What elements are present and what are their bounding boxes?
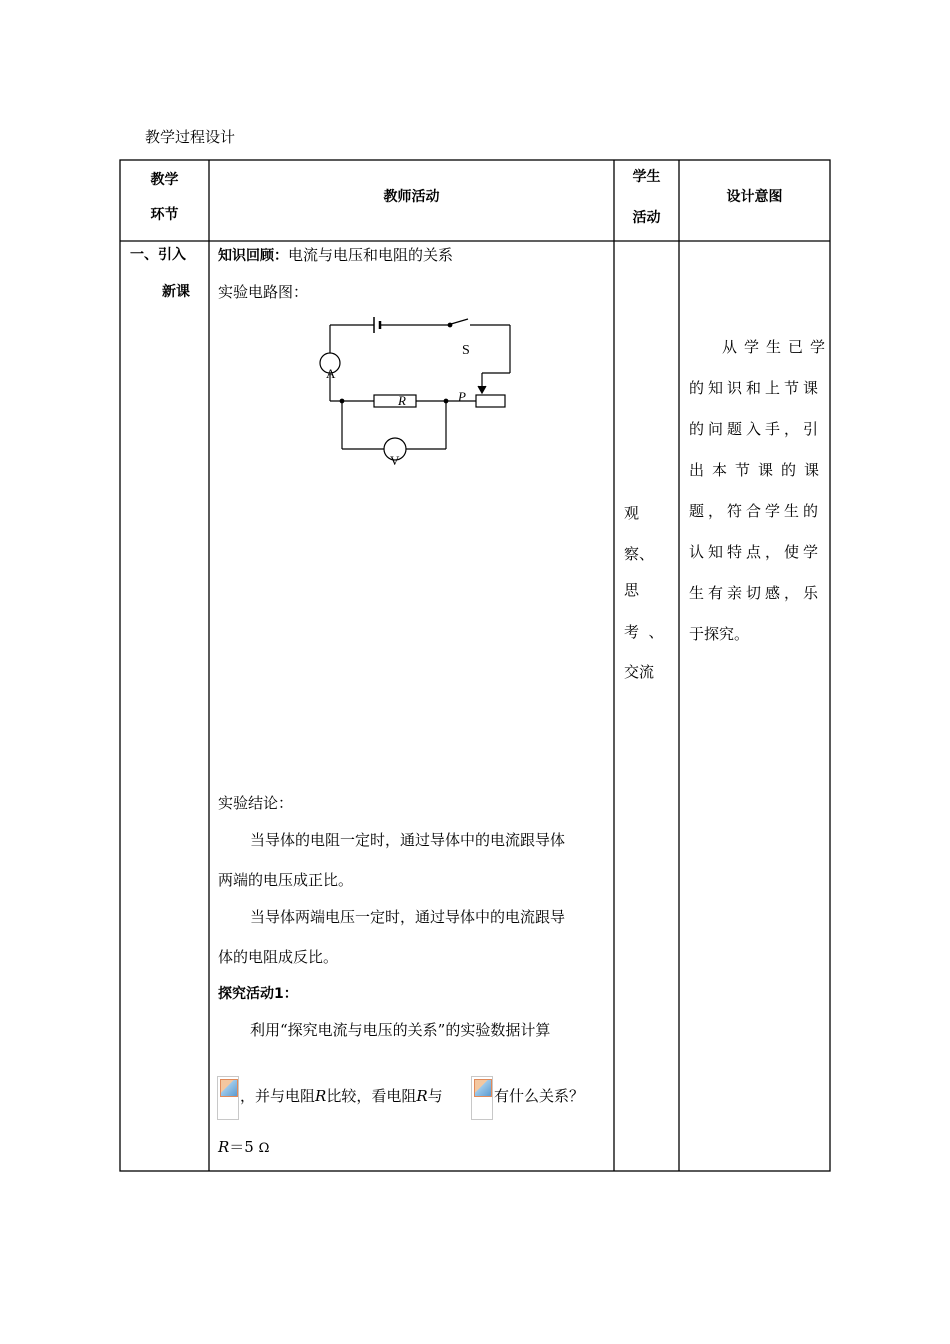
design-line5: 题，符合学生的	[689, 502, 823, 520]
resistor-label: R	[398, 393, 406, 408]
broken-image-icon	[220, 1079, 238, 1097]
conclusion-label: 实验结论：	[218, 794, 294, 812]
ammeter-label: A	[326, 366, 336, 381]
page-title: 教学过程设计	[145, 128, 236, 146]
activity-part-a: ，并与电阻	[240, 1087, 316, 1105]
conclusion-p1-line1: 当导体的电阻一定时，通过导体中的电流跟导体	[250, 831, 566, 849]
stage-line1: 一、引入	[130, 247, 186, 263]
formula-image-placeholder-2	[471, 1076, 493, 1120]
student-line5: 交流	[624, 663, 655, 681]
header-design: 设计意图	[726, 189, 783, 205]
activity-var-r1: R	[315, 1087, 327, 1105]
conclusion-p2-line2: 体的电阻成反比。	[218, 948, 339, 966]
student-line2: 察、	[624, 545, 655, 563]
design-line6: 认知特点，使学	[689, 543, 823, 561]
voltmeter-label: V	[390, 453, 400, 468]
design-line3: 的问题入手，引	[689, 420, 823, 438]
activity-label: 探究活动1：	[218, 986, 298, 1002]
activity-part-d: 有什么关系？	[494, 1087, 585, 1105]
student-line4: 考 、	[624, 623, 664, 641]
conclusion-p2-line1: 当导体两端电压一定时，通过导体中的电流跟导	[250, 908, 566, 926]
activity-part-c: 与	[427, 1087, 443, 1105]
header-stage-line1: 教学	[150, 172, 179, 188]
header-student-line2: 活动	[632, 210, 661, 226]
slider-label: P	[458, 389, 466, 404]
design-line4: 出本节课的课	[689, 461, 828, 479]
header-stage-line2: 环节	[150, 207, 179, 223]
stage-line2: 新课	[162, 284, 190, 300]
conclusion-p1-line2: 两端的电压成正比。	[218, 871, 354, 889]
activity-line1: 利用“探究电流与电压的关系”的实验数据计算	[250, 1021, 551, 1039]
design-line2: 的知识和上节课	[689, 379, 823, 397]
activity-line2	[240, 1086, 443, 1106]
broken-image-icon	[474, 1079, 492, 1097]
review-text: 电流与电压和电阻的关系	[288, 246, 454, 264]
switch-label: S	[462, 343, 470, 358]
student-line3: 思	[624, 581, 640, 599]
review-label: 知识回顾：	[218, 248, 288, 264]
header-teacher: 教师活动	[383, 189, 440, 205]
activity-var-r2: R	[416, 1087, 428, 1105]
r-value-symbol: Ω	[258, 1141, 270, 1156]
activity-part-b: 比较，看电阻	[326, 1087, 417, 1105]
r-value	[218, 1137, 269, 1159]
circuit-label: 实验电路图：	[218, 283, 309, 301]
r-value-var: R	[218, 1138, 230, 1156]
formula-image-placeholder-1	[217, 1076, 239, 1120]
circuit-diagram	[300, 305, 530, 475]
design-line8: 于探究。	[689, 625, 750, 643]
design-line1: 从学生已学	[722, 338, 833, 356]
header-student-line1: 学生	[632, 169, 661, 185]
review-line	[218, 245, 453, 266]
design-line7: 生有亲切感，乐	[689, 584, 823, 602]
student-line1: 观	[624, 504, 640, 522]
r-value-text: ＝5	[229, 1138, 259, 1156]
